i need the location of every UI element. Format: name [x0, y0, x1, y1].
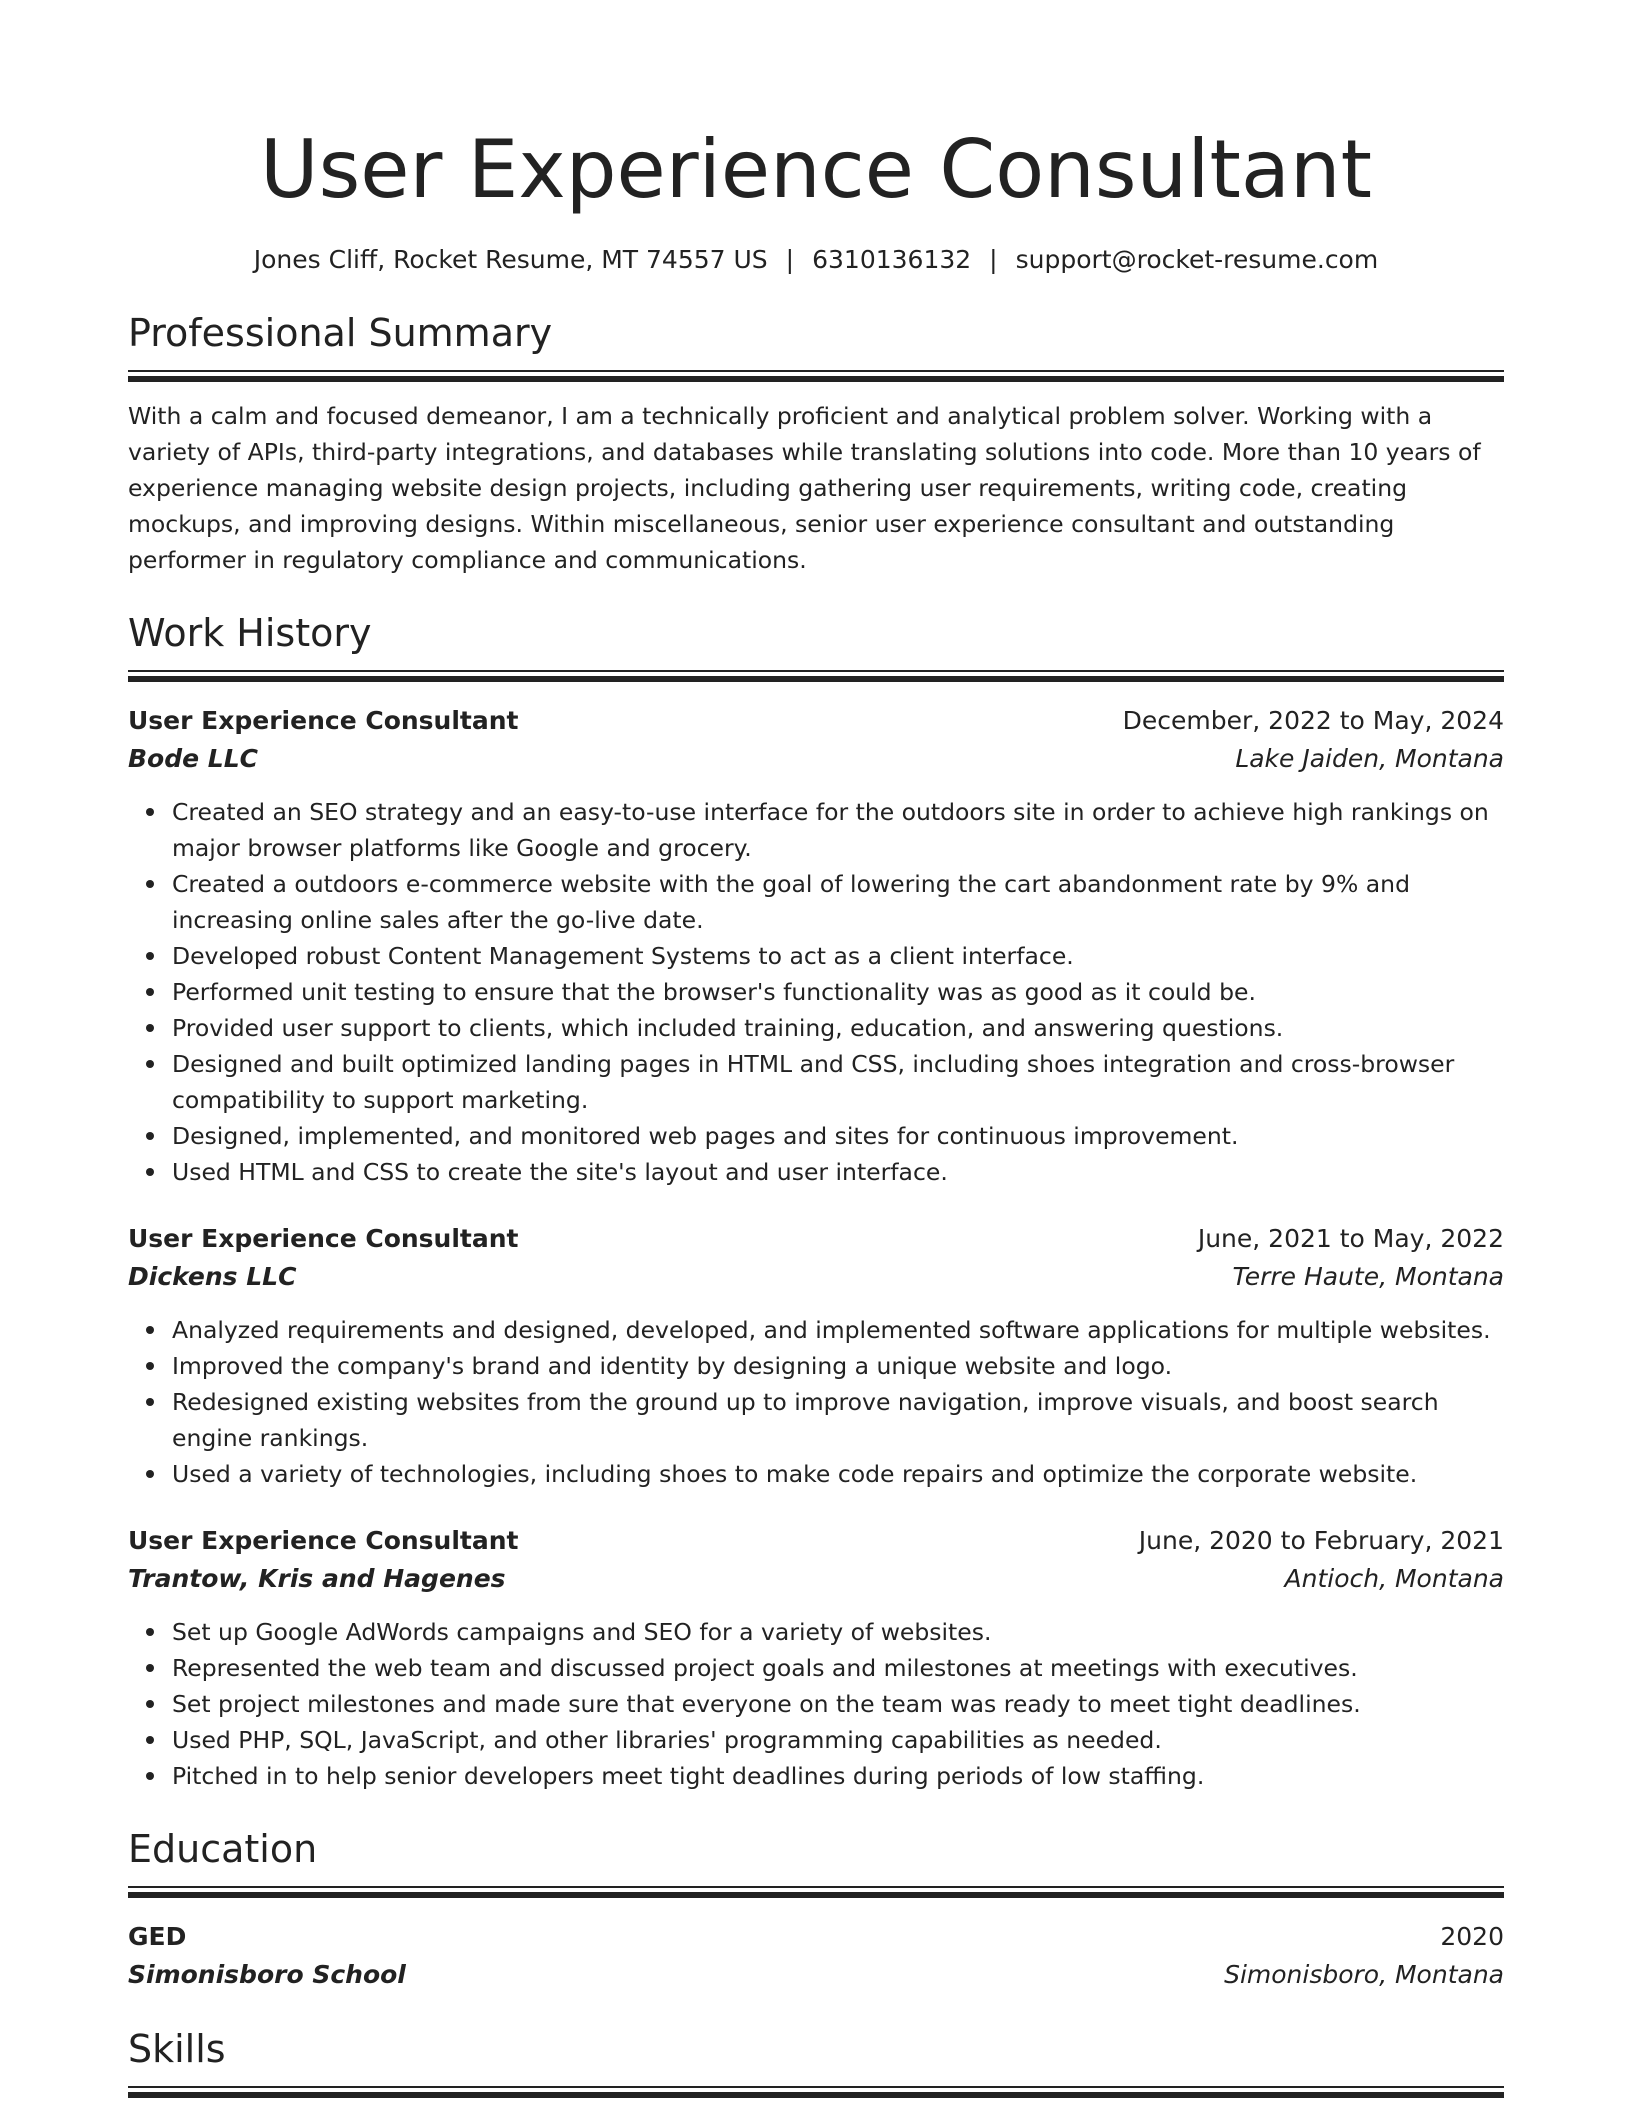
contact-phone: 6310136132: [812, 245, 972, 274]
section-divider: [128, 370, 1504, 384]
job-bullets: [128, 794, 1504, 1190]
job-company: Bode LLC: [128, 744, 258, 773]
summary-section: [128, 308, 1504, 578]
job-company: Dickens LLC: [128, 1262, 297, 1291]
education-entry: [128, 1918, 1504, 1994]
bullet-item: Created an SEO strategy and an easy-to-use interface for the outdoors site in order to achieve high rankings on major browser platforms like Google and grocery.: [172, 794, 1504, 866]
job-entry: [128, 1522, 1504, 1794]
skills-section: [128, 2024, 1504, 2100]
bullet-item: Used PHP, SQL, JavaScript, and other libraries' programming capabilities as needed.: [172, 1722, 1504, 1758]
bullet-item: Performed unit testing to ensure that the browser's functionality was as good as it could be.: [172, 974, 1504, 1010]
education-section: [128, 1824, 1504, 1994]
section-title-skills: Skills: [128, 2027, 226, 2071]
bullet-item: Developed robust Content Management Systems to act as a client interface.: [172, 938, 1504, 974]
work-history-section: [128, 608, 1504, 1794]
bullet-item: Designed, implemented, and monitored web pages and sites for continuous improvement.: [172, 1118, 1504, 1154]
section-divider: [128, 2086, 1504, 2100]
job-location: Terre Haute, Montana: [1232, 1262, 1504, 1291]
bullet-item: Used a variety of technologies, including shoes to make code repairs and optimize the corporate website.: [172, 1456, 1504, 1492]
job-role: User Experience Consultant: [128, 1224, 519, 1253]
education-degree: GED: [128, 1922, 187, 1951]
contact-separator: |: [989, 245, 998, 274]
contact-separator: |: [785, 245, 795, 274]
bullet-item: Created a outdoors e-commerce website with the goal of lowering the cart abandonment rate by 9% and increasing online sales after the go-live date.: [172, 866, 1504, 938]
bullet-item: Redesigned existing websites from the ground up to improve navigation, improve visuals, and boost search engine rankings.: [172, 1384, 1504, 1456]
job-entry: [128, 1220, 1504, 1492]
bullet-item: Set project milestones and made sure that everyone on the team was ready to meet tight deadlines.: [172, 1686, 1504, 1722]
job-role: User Experience Consultant: [128, 1526, 519, 1555]
job-location: Lake Jaiden, Montana: [1235, 744, 1504, 773]
job-role: User Experience Consultant: [128, 706, 519, 735]
job-company: Trantow, Kris and Hagenes: [128, 1564, 506, 1593]
section-title-summary: Professional Summary: [128, 311, 553, 355]
job-dates: June, 2021 to May, 2022: [1197, 1224, 1504, 1253]
job-bullets: [128, 1312, 1504, 1492]
section-title-work-history: Work History: [128, 611, 372, 655]
bullet-item: Used HTML and CSS to create the site's layout and user interface.: [172, 1154, 1504, 1190]
section-divider: [128, 670, 1504, 684]
education-location: Simonisboro, Montana: [1224, 1960, 1504, 1989]
bullet-item: Analyzed requirements and designed, developed, and implemented software applications for multiple websites.: [172, 1312, 1504, 1348]
job-entry: [128, 702, 1504, 1190]
job-dates: December, 2022 to May, 2024: [1122, 706, 1504, 735]
contact-line: [128, 242, 1504, 278]
job-dates: June, 2020 to February, 2021: [1138, 1526, 1504, 1555]
resume-name: User Experience Consultant: [260, 123, 1372, 216]
job-location: Antioch, Montana: [1284, 1564, 1504, 1593]
contact-address: Jones Cliff, Rocket Resume, MT 74557 US: [253, 245, 768, 274]
bullet-item: Pitched in to help senior developers meet tight deadlines during periods of low staffing.: [172, 1758, 1504, 1794]
bullet-item: Improved the company's brand and identity by designing a unique website and logo.: [172, 1348, 1504, 1384]
education-year: 2020: [1440, 1922, 1504, 1951]
bullet-item: Designed and built optimized landing pages in HTML and CSS, including shoes integration and cross-browser compatibility to support marketing.: [172, 1046, 1504, 1118]
education-school: Simonisboro School: [128, 1960, 406, 1989]
bullet-item: Represented the web team and discussed project goals and milestones at meetings with executives.: [172, 1650, 1504, 1686]
job-bullets: [128, 1614, 1504, 1794]
section-divider: [128, 1886, 1504, 1900]
bullet-item: Set up Google AdWords campaigns and SEO for a variety of websites.: [172, 1614, 1504, 1650]
summary-text: With a calm and focused demeanor, I am a technically proficient and analytical problem solver. Working with a variety of APIs, third-party integrations, and databases while translating solutions into code. More than 10 years of experience managing website design projects, including gathering user requirements, writing code, creating mockups, and improving designs. Within miscellaneous, senior user experience consultant and outstanding performer in regulatory compliance and communications.: [128, 402, 1481, 574]
bullet-item: Provided user support to clients, which included training, education, and answering questions.: [172, 1010, 1504, 1046]
contact-email[interactable]: support@rocket-resume.com: [1015, 245, 1379, 274]
section-title-education: Education: [128, 1827, 318, 1871]
